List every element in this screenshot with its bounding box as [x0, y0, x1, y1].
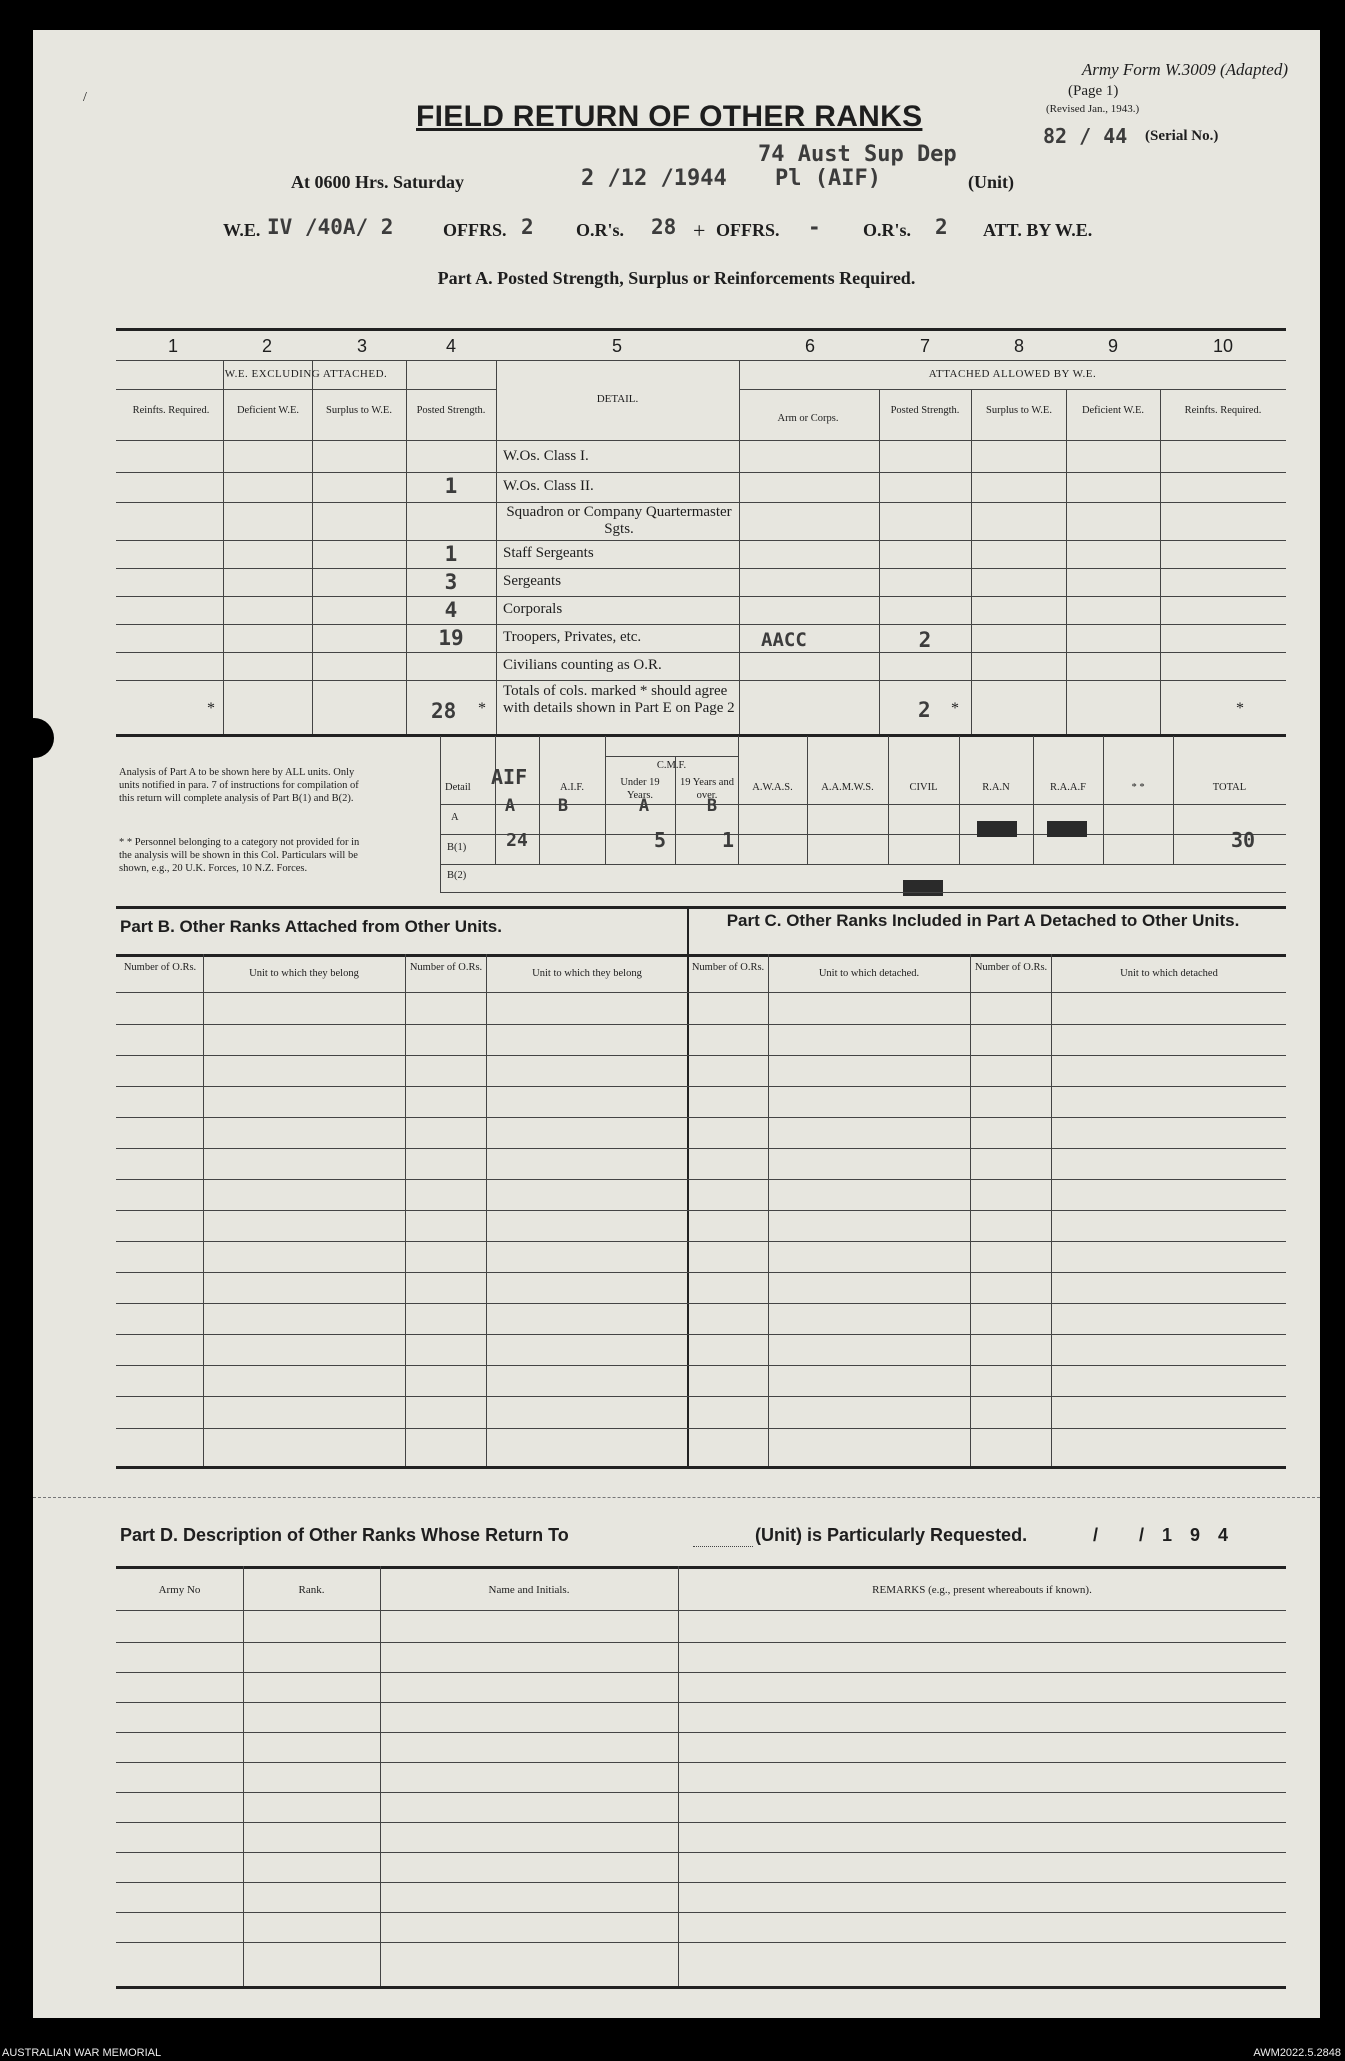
part-c-header: Unit to which detached — [1120, 968, 1218, 979]
analysis-header: CIVIL — [909, 782, 938, 793]
form-id: Army Form W.3009 (Adapted) — [1081, 60, 1288, 79]
footer-credit: AUSTRALIAN WAR MEMORIAL — [2, 2047, 162, 2059]
analysis-header: A.W.A.S. — [752, 782, 793, 793]
ors-label: O.R's. — [576, 220, 625, 240]
offrs-label: OFFRS. — [443, 220, 507, 240]
time-label: At 0600 Hrs. Saturday — [291, 172, 465, 192]
sub-letter: B — [557, 796, 569, 816]
attached-posted-value: 2 — [918, 628, 932, 652]
serial-number: 82 / 44 — [1043, 124, 1128, 148]
analysis-total: 30 — [1230, 828, 1256, 852]
part-d-date: / /194 — [1093, 1525, 1247, 1545]
analysis-row-label: B(1) — [447, 842, 467, 853]
part-d-title: Part D. Description of Other Ranks Whose Return To — [120, 1525, 569, 1545]
form-title: FIELD RETURN OF OTHER RANKS — [416, 100, 923, 133]
part-c-header: Number of O.Rs. — [691, 962, 765, 973]
we-label: W.E. — [223, 220, 261, 240]
col-header: Deficient W.E. — [1081, 405, 1145, 416]
unit-handwritten: 74 Aust Sup Dep — [758, 142, 957, 167]
ink-mark: / — [83, 90, 87, 105]
totals-detail: Totals of cols. marked * should agree with details shown in Part E on Page 2 — [503, 683, 735, 716]
star-mark: * — [951, 700, 959, 717]
part-b-header: Unit to which they belong — [532, 968, 642, 979]
form-sheet — [33, 30, 1320, 2018]
star-mark: * — [1236, 700, 1244, 717]
part-d-title-2: (Unit) is Particularly Requested. — [755, 1525, 1028, 1545]
att-label: ATT. BY W.E. — [983, 220, 1093, 240]
analysis-detail-label: Detail — [445, 782, 471, 793]
col-number: 1 — [167, 336, 178, 356]
part-b-header: Unit to which they belong — [249, 968, 359, 979]
redaction-mark — [1047, 821, 1087, 837]
unit-value: Pl (AIF) — [775, 166, 881, 191]
part-b-header: Number of O.Rs. — [123, 962, 197, 973]
col-header: Posted Strength. — [416, 405, 486, 416]
cmf-19-and-over: 19 Years and over. — [680, 777, 734, 801]
part-d-header: Rank. — [298, 1584, 325, 1596]
revised-date: (Revised Jan., 1943.) — [1046, 103, 1140, 115]
col-header: Surplus to W.E. — [986, 405, 1052, 416]
col-number: 3 — [356, 336, 367, 356]
part-b-title: Part B. Other Ranks Attached from Other Units. — [120, 917, 502, 936]
analysis-header: A.A.M.W.S. — [821, 782, 874, 793]
posted-strength-value: 3 — [444, 570, 458, 594]
posted-strength-value: 1 — [444, 474, 458, 498]
ors-value: 28 — [651, 215, 677, 239]
ors2-label: O.R's. — [863, 220, 912, 240]
cmf-header: C.M.F. — [656, 760, 687, 771]
page-number: (Page 1) — [1068, 83, 1119, 99]
detail-row-label: Squadron or Company Quartermaster Sgts. — [506, 504, 732, 537]
star-mark: * — [478, 700, 486, 717]
col-header: Posted Strength. — [890, 405, 960, 416]
col-number: 9 — [1107, 336, 1118, 356]
analysis-note-categories: * * Personnel belonging to a category not provided for in the analysis will be shown in this Col. Particulars will be shown, e.g., 20 U.K. Forces, 10 N.Z. Forces. — [119, 837, 360, 874]
part-d-header: Army No — [158, 1584, 201, 1596]
col-header: Deficient W.E. — [236, 405, 300, 416]
attached-posted-total: 2 — [918, 698, 931, 722]
part-c-header: Number of O.Rs. — [974, 962, 1048, 973]
col-number: 10 — [1212, 336, 1234, 356]
detail-row-label: Sergeants — [503, 573, 562, 589]
analysis-header: R.A.A.F — [1050, 782, 1086, 793]
part-b-header: Number of O.Rs. — [409, 962, 483, 973]
ors2-value: 2 — [935, 215, 948, 239]
detail-row-label: Staff Sergeants — [503, 545, 594, 561]
star-mark: * — [207, 700, 215, 717]
part-a-title: Part A. Posted Strength, Surplus or Reinforcements Required. — [437, 268, 916, 288]
punch-hole — [14, 718, 54, 758]
sub-letter: B — [706, 796, 718, 816]
redaction-mark — [977, 821, 1017, 837]
offrs-value: 2 — [521, 215, 534, 239]
analysis-header: R.A.N — [982, 782, 1010, 793]
analysis-note: Analysis of Part A to be shown here by ALL units. Only units notified in para. 7 of instructions for compilation of this return will complete analysis of Part B(1) and B(2). — [119, 767, 359, 804]
return-date: 2 /12 /1944 — [581, 166, 727, 191]
posted-strength-value: 19 — [438, 626, 464, 650]
posted-strength-value: 4 — [444, 598, 458, 622]
analysis-cmf-b: 1 — [721, 828, 735, 852]
offrs2-label: OFFRS. — [716, 220, 780, 240]
part-c-title: Part C. Other Ranks Included in Part A Detached to Other Units. — [726, 911, 1240, 930]
col-number: 5 — [611, 336, 622, 356]
detail-row-label: W.Os. Class I. — [503, 448, 589, 464]
col-number: 8 — [1013, 336, 1024, 356]
serial-label: (Serial No.) — [1145, 128, 1219, 144]
detail-row-label: Corporals — [503, 601, 563, 617]
we-value: IV /40A/ 2 — [267, 215, 394, 239]
aif-handwritten: AIF — [491, 765, 528, 789]
group-header-right: ATTACHED ALLOWED BY W.E. — [928, 368, 1097, 380]
posted-strength-total: 28 — [431, 699, 457, 723]
detail-row-label: Troopers, Privates, etc. — [503, 629, 642, 645]
offrs2-value: - — [808, 215, 821, 239]
analysis-header: A.I.F. — [560, 782, 584, 793]
col-number: 4 — [445, 336, 456, 356]
sub-letter: A — [504, 796, 516, 816]
part-d-header: REMARKS (e.g., present whereabouts if known). — [872, 1584, 1092, 1596]
sub-letter: A — [638, 796, 650, 816]
arm-corps-value: AACC — [761, 629, 807, 651]
analysis-aif-a: 24 — [506, 830, 528, 851]
col-header: Reinfts. Required. — [132, 405, 210, 416]
col-header: Surplus to W.E. — [326, 405, 392, 416]
col-number: 6 — [804, 336, 815, 356]
col-header: Reinfts. Required. — [1184, 405, 1262, 416]
footer-accession: AWM2022.5.2848 — [1253, 2047, 1341, 2059]
part-d-header: Name and Initials. — [488, 1584, 570, 1596]
analysis-row-label: A — [451, 812, 459, 823]
detail-row-label: W.Os. Class II. — [503, 478, 594, 494]
analysis-header: TOTAL — [1212, 782, 1247, 793]
posted-strength-value: 1 — [444, 542, 458, 566]
perforation-line — [33, 1497, 1320, 1498]
group-header-left: W.E. EXCLUDING ATTACHED. — [224, 368, 388, 380]
col-number: 2 — [261, 336, 272, 356]
col-number: 7 — [919, 336, 930, 356]
analysis-header: * * — [1131, 782, 1145, 793]
unit-label: (Unit) — [968, 172, 1014, 192]
detail-row-label: Civilians counting as O.R. — [503, 657, 662, 673]
analysis-cmf-a: 5 — [653, 828, 667, 852]
cmf-under-19: Under 19 Years. — [620, 777, 660, 801]
col-header: Arm or Corps. — [777, 413, 839, 424]
part-c-header: Unit to which detached. — [818, 968, 920, 979]
plus-sign: + — [693, 218, 706, 243]
analysis-row-label: B(2) — [447, 870, 467, 881]
detail-header: DETAIL. — [596, 393, 639, 405]
redaction-mark — [903, 880, 943, 896]
